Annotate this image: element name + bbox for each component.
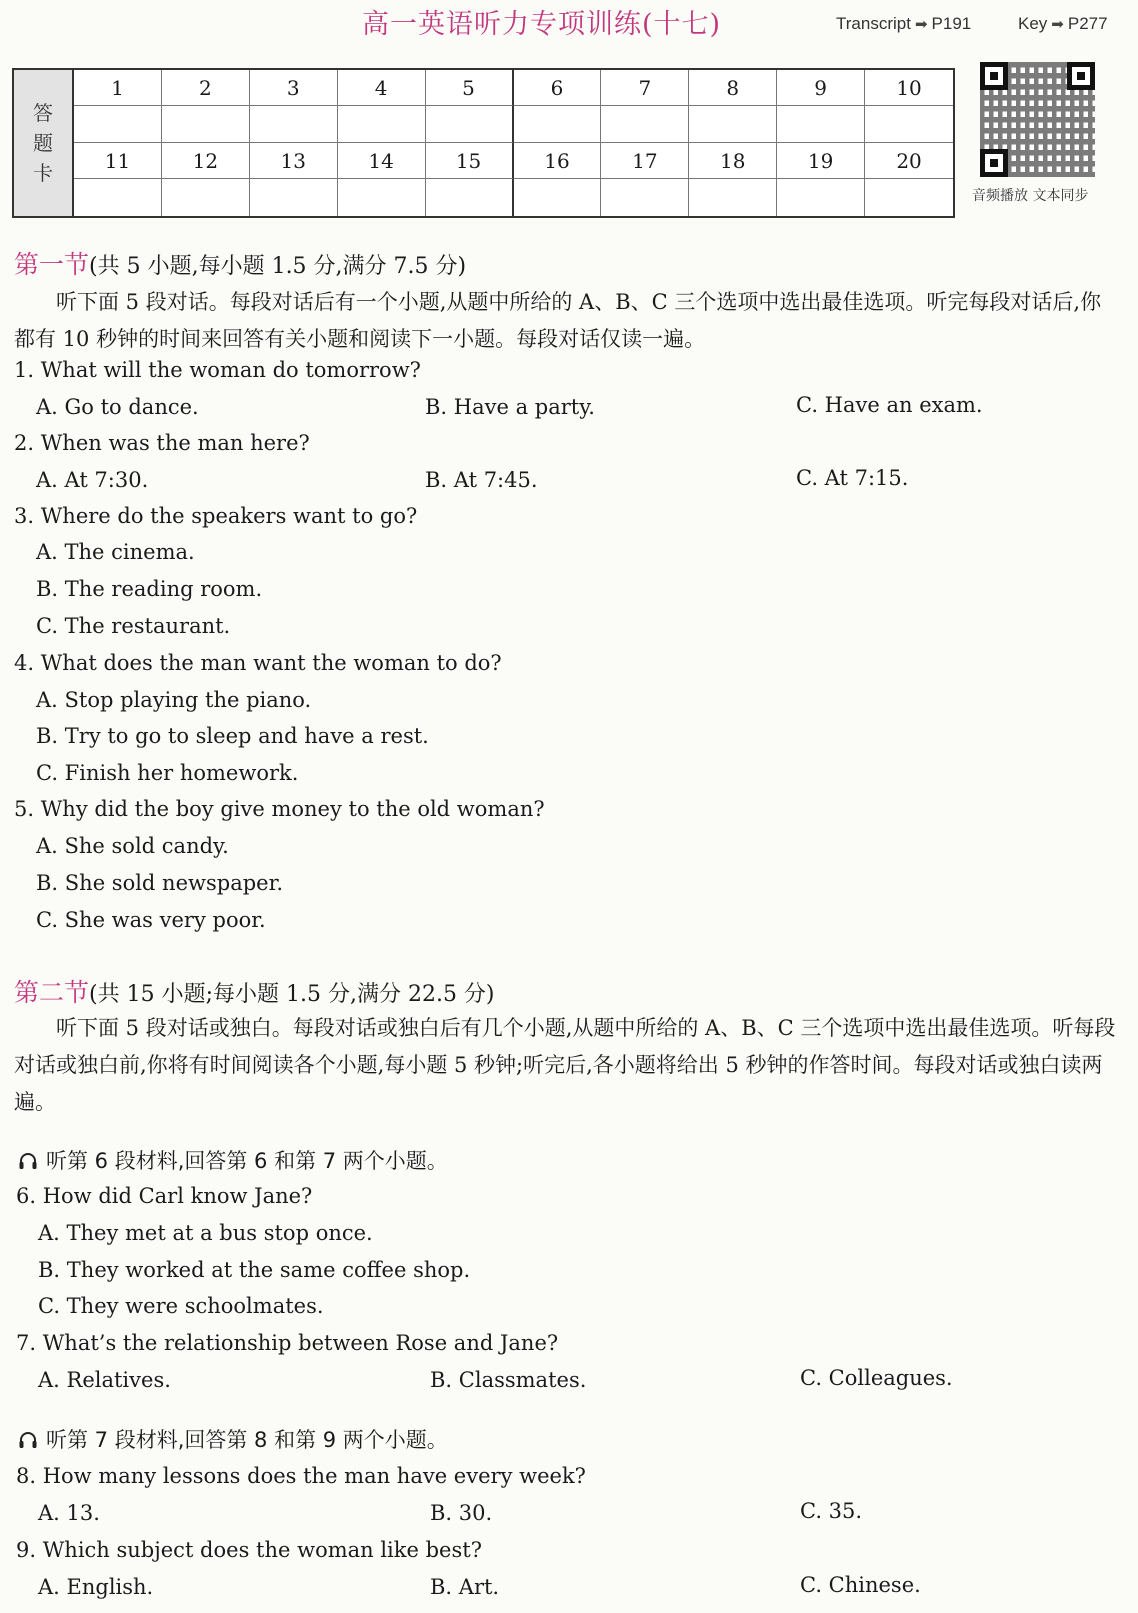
key-page: P277 bbox=[1067, 14, 1108, 33]
answer-sheet-label-char: 答 bbox=[33, 101, 53, 125]
question-stem: 9. Which subject does the woman like best? bbox=[16, 1538, 482, 1562]
section1-instructions: 听下面 5 段对话。每段对话后有一个小题,从题中所给的 A、B、C 三个选项中选出最佳选项。听完每段对话后,你都有 10 秒钟的时间来回答有关小题和阅读下一小题。每段对话仅读一遍。 bbox=[14, 290, 1102, 351]
option-c: C. She was very poor. bbox=[36, 908, 266, 932]
answer-number: 5 bbox=[426, 70, 514, 106]
question-stem: 2. When was the man here? bbox=[14, 431, 310, 455]
answer-number: 18 bbox=[689, 143, 777, 179]
answer-number: 16 bbox=[514, 143, 602, 179]
key-reference bbox=[1018, 14, 1108, 34]
option-c: C. Finish her homework. bbox=[36, 761, 299, 785]
question-stem: 8. How many lessons does the man have every week? bbox=[16, 1464, 586, 1488]
question-stem: 5. Why did the boy give money to the old woman? bbox=[14, 797, 545, 821]
option-b: B. Try to go to sleep and have a rest. bbox=[36, 724, 429, 748]
answer-number: 8 bbox=[689, 70, 777, 106]
option-c: C. Chinese. bbox=[800, 1573, 921, 1597]
option-a: A. They met at a bus stop once. bbox=[38, 1221, 373, 1245]
answer-sheet-label-char: 题 bbox=[33, 131, 53, 155]
option-c: C. At 7:15. bbox=[796, 466, 909, 490]
option-b: B. Have a party. bbox=[425, 395, 595, 419]
answer-blank[interactable] bbox=[689, 106, 777, 143]
material-heading-text: 听第 6 段材料,回答第 6 和第 7 两个小题。 bbox=[46, 1149, 448, 1173]
option-a: A. At 7:30. bbox=[36, 468, 149, 492]
answer-number: 19 bbox=[777, 143, 865, 179]
option-a: A. The cinema. bbox=[36, 540, 195, 564]
question-stem: 4. What does the man want the woman to do? bbox=[14, 651, 502, 675]
answer-blank[interactable] bbox=[250, 179, 338, 216]
question-stem: 6. How did Carl know Jane? bbox=[16, 1184, 313, 1208]
option-b: B. They worked at the same coffee shop. bbox=[38, 1258, 471, 1282]
material-heading bbox=[18, 1424, 448, 1454]
answer-number: 3 bbox=[250, 70, 338, 106]
qr-finder-mark bbox=[980, 149, 1008, 177]
section2-heading bbox=[14, 973, 495, 1009]
arrow-right-icon: ➡ bbox=[914, 16, 928, 33]
section1-note: (共 5 小题,每小题 1.5 分,满分 7.5 分) bbox=[89, 254, 467, 279]
arrow-right-icon: ➡ bbox=[1051, 16, 1064, 33]
answer-blank[interactable] bbox=[689, 179, 777, 216]
option-a: A. Stop playing the piano. bbox=[36, 688, 312, 712]
answer-blank[interactable] bbox=[601, 106, 689, 143]
option-c: C. They were schoolmates. bbox=[38, 1294, 324, 1318]
material-heading-text: 听第 7 段材料,回答第 8 和第 9 两个小题。 bbox=[46, 1428, 448, 1452]
answer-number: 15 bbox=[426, 143, 514, 179]
section1-heading bbox=[14, 245, 466, 281]
material-heading bbox=[18, 1145, 448, 1175]
section2-title: 第二节 bbox=[14, 978, 90, 1007]
answer-number: 13 bbox=[250, 143, 338, 179]
page-title: 高一英语听力专项训练(十七) bbox=[362, 9, 722, 40]
answer-number: 7 bbox=[601, 70, 689, 106]
answer-number: 12 bbox=[162, 143, 250, 179]
answer-sheet-label bbox=[14, 70, 74, 216]
answer-blank[interactable] bbox=[865, 106, 953, 143]
answer-number: 1 bbox=[74, 70, 162, 106]
transcript-page: P191 bbox=[931, 14, 972, 33]
answer-blank[interactable] bbox=[865, 179, 953, 216]
answer-number: 17 bbox=[601, 143, 689, 179]
answer-blank[interactable] bbox=[162, 179, 250, 216]
answer-number: 11 bbox=[74, 143, 162, 179]
headphones-icon bbox=[18, 1151, 38, 1171]
option-b: B. The reading room. bbox=[36, 577, 263, 601]
qr-finder-mark bbox=[1067, 62, 1095, 90]
answer-sheet bbox=[12, 68, 955, 218]
answer-blank[interactable] bbox=[777, 106, 865, 143]
option-a: A. 13. bbox=[38, 1501, 100, 1525]
transcript-label: Transcript bbox=[836, 14, 911, 33]
option-c: C. Have an exam. bbox=[796, 393, 983, 417]
answer-blank[interactable] bbox=[250, 106, 338, 143]
answer-blank[interactable] bbox=[601, 179, 689, 216]
answer-blank[interactable] bbox=[777, 179, 865, 216]
option-a: A. Relatives. bbox=[38, 1368, 171, 1392]
option-c: C. Colleagues. bbox=[800, 1366, 953, 1390]
key-label: Key bbox=[1018, 14, 1048, 33]
option-c: C. The restaurant. bbox=[36, 614, 231, 638]
answer-blank[interactable] bbox=[74, 106, 162, 143]
option-b: B. Art. bbox=[430, 1575, 500, 1599]
answer-number: 14 bbox=[338, 143, 426, 179]
answer-blank[interactable] bbox=[426, 179, 514, 216]
transcript-reference bbox=[836, 14, 971, 34]
section1-title: 第一节 bbox=[14, 250, 90, 279]
qr-finder-mark bbox=[980, 62, 1008, 90]
qr-caption: 音频播放 文本同步 bbox=[972, 188, 1089, 204]
option-c: C. 35. bbox=[800, 1499, 863, 1523]
option-b: B. Classmates. bbox=[430, 1368, 587, 1392]
question-stem: 7. What’s the relationship between Rose and Jane? bbox=[16, 1331, 559, 1355]
answer-blank[interactable] bbox=[514, 179, 602, 216]
answer-blank[interactable] bbox=[74, 179, 162, 216]
option-a: A. English. bbox=[38, 1575, 154, 1599]
answer-blank[interactable] bbox=[514, 106, 602, 143]
answer-number: 20 bbox=[865, 143, 953, 179]
question-stem: 1. What will the woman do tomorrow? bbox=[14, 358, 421, 382]
qr-code[interactable] bbox=[980, 62, 1095, 177]
answer-blank[interactable] bbox=[338, 106, 426, 143]
answer-grid bbox=[74, 70, 953, 216]
option-b: B. She sold newspaper. bbox=[36, 871, 283, 895]
answer-number: 9 bbox=[777, 70, 865, 106]
answer-blank[interactable] bbox=[338, 179, 426, 216]
answer-sheet-label-char: 卡 bbox=[33, 161, 53, 185]
answer-number: 6 bbox=[514, 70, 602, 106]
headphones-icon bbox=[18, 1430, 38, 1450]
answer-number: 10 bbox=[865, 70, 953, 106]
answer-number: 2 bbox=[162, 70, 250, 106]
option-b: B. 30. bbox=[430, 1501, 493, 1525]
section2-note: (共 15 小题;每小题 1.5 分,满分 22.5 分) bbox=[89, 982, 495, 1007]
question-stem: 3. Where do the speakers want to go? bbox=[14, 504, 418, 528]
answer-number: 4 bbox=[338, 70, 426, 106]
option-a: A. She sold candy. bbox=[36, 834, 229, 858]
section2-instructions: 听下面 5 段对话或独白。每段对话或独白后有几个小题,从题中所给的 A、B、C 三个选项中选出最佳选项。听每段对话或独白前,你将有时间阅读各个小题,每小题 5 秒钟;听完后,各小题将给出 5 秒钟的作答时间。每段对话或独白读两遍。 bbox=[14, 1016, 1116, 1114]
option-b: B. At 7:45. bbox=[425, 468, 538, 492]
option-a: A. Go to dance. bbox=[36, 395, 199, 419]
answer-blank[interactable] bbox=[426, 106, 514, 143]
answer-blank[interactable] bbox=[162, 106, 250, 143]
